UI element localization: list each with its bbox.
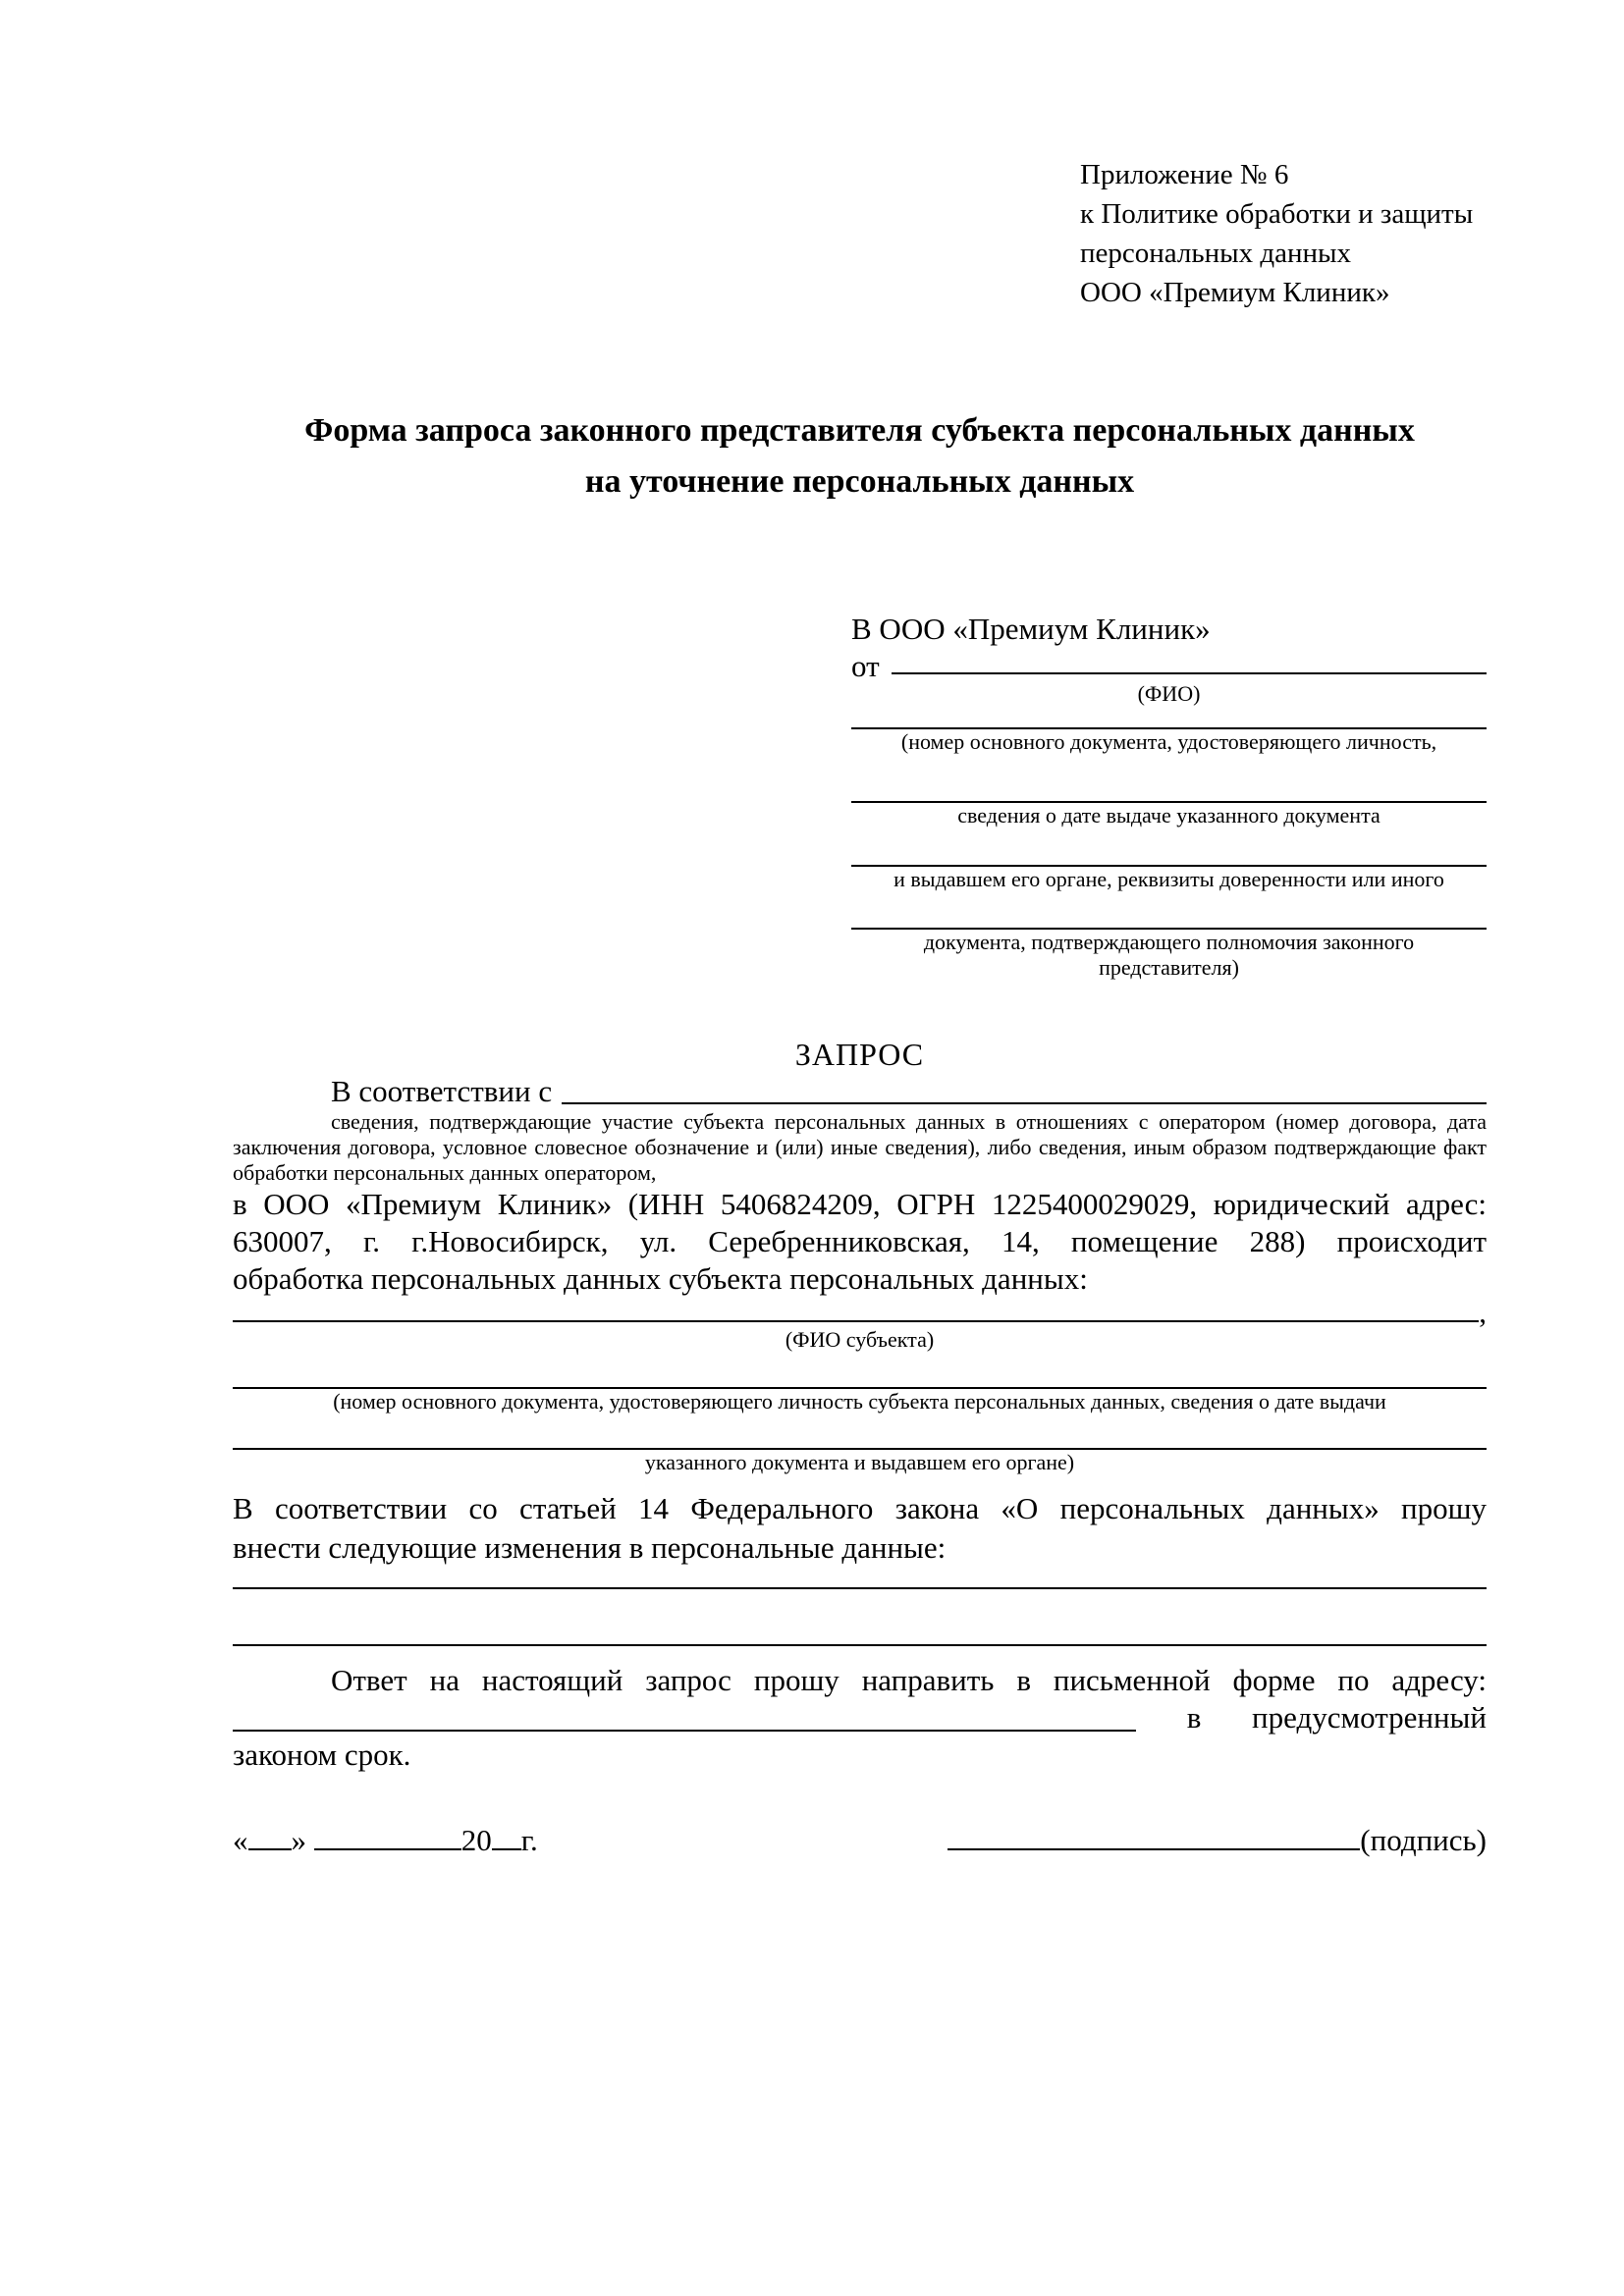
- response-line: Ответ на настоящий запрос прошу направить в письменной форме по адресу:: [331, 1663, 1487, 1697]
- basis-blank-line: [562, 1101, 1487, 1104]
- from-blank-line: [892, 671, 1487, 674]
- representative-doc-blank-line: [851, 707, 1487, 729]
- subject-fio-row: [233, 1295, 1487, 1329]
- law-paragraph-line: В соответствии со статьей 14 Федерального закона «О персональных данных» прошу: [233, 1491, 1487, 1525]
- representative-doc-caption: (номер основного документа, удостоверяющего личность,: [900, 729, 1437, 754]
- response-word: в: [1186, 1700, 1202, 1735]
- operator-paragraph-line: в ООО «Премиум Клиник» (ИНН 5406824209, ОГРН 1225400029029, юридический адрес:: [233, 1187, 1487, 1221]
- page-title-line: Форма запроса законного представителя субъекта персональных данных: [304, 412, 1415, 449]
- day-blank-line: [248, 1847, 292, 1850]
- appendix-line: ООО «Премиум Клиник»: [1080, 277, 1390, 308]
- representative-doc-caption: и выдавшем его органе, реквизиты доверенности или иного: [893, 867, 1444, 891]
- operator-paragraph-line: 630007, г. г.Новосибирск, ул. Серебренниковская, 14, помещение 288) происходит: [233, 1224, 1487, 1258]
- year-prefix: 20: [460, 1823, 492, 1857]
- signature-caption: (подпись): [1360, 1823, 1487, 1857]
- representative-doc-blank-line: [851, 755, 1487, 803]
- footnote-line: обработки персональных данных оператором,: [233, 1160, 657, 1185]
- page-title-line: на уточнение персональных данных: [584, 463, 1135, 500]
- month-blank-line: [314, 1847, 461, 1850]
- subject-doc-blank-line: [233, 1415, 1487, 1450]
- response-word: предусмотренный: [1252, 1700, 1487, 1735]
- law-paragraph-line: внести следующие изменения в персональные данные:: [233, 1530, 947, 1565]
- response-address-row: [233, 1699, 1487, 1736]
- signature-blank-line: [947, 1847, 1360, 1850]
- footnote-line: сведения, подтверждающие участие субъекта персональных данных в отношениях с оператором (номер договора, дата: [331, 1109, 1487, 1134]
- appendix-line: к Политике обработки и защиты: [1080, 198, 1474, 230]
- addressee-block: [851, 605, 1487, 981]
- document-content: [233, 155, 1487, 1860]
- response-paragraph: [233, 1662, 1487, 1774]
- subject-fio-blank-line: [233, 1319, 1479, 1322]
- changes-blank-line: [233, 1589, 1487, 1646]
- representative-doc-blank-line: [851, 828, 1487, 867]
- signature-group: [947, 1821, 1487, 1860]
- intro-label: В соответствии с: [331, 1074, 553, 1108]
- trailing-comma: ,: [1479, 1295, 1487, 1329]
- date-signature-row: [233, 1821, 1487, 1860]
- law-paragraph: [233, 1489, 1487, 1568]
- intro-row: [233, 1074, 1487, 1109]
- organization-name: В ООО «Премиум Клиник»: [851, 612, 1211, 646]
- request-heading: ЗАПРОС: [794, 1037, 925, 1072]
- representative-doc-caption: документа, подтверждающего полномочия законного представителя): [923, 930, 1415, 980]
- page-title: [233, 405, 1487, 507]
- appendix-block: [1080, 155, 1487, 312]
- from-label: от: [851, 649, 880, 683]
- year-blank-line: [492, 1847, 521, 1850]
- operator-paragraph: [233, 1186, 1487, 1298]
- footnote-block: [233, 1109, 1487, 1186]
- day-close-quote: »: [291, 1823, 306, 1857]
- subject-fio-caption: (ФИО субъекта): [785, 1327, 935, 1352]
- day-open-quote: «: [233, 1823, 248, 1857]
- appendix-line: персональных данных: [1080, 238, 1352, 269]
- representative-doc-blank-line: [851, 892, 1487, 930]
- representative-doc-caption: сведения о дате выдаче указанного документа: [957, 803, 1380, 828]
- appendix-line: Приложение № 6: [1080, 159, 1289, 190]
- date-group: [233, 1821, 538, 1860]
- subject-doc-caption: (номер основного документа, удостоверяющего личность субъекта персональных данных, сведения о дате выдачи: [333, 1389, 1386, 1414]
- changes-blank-line: [233, 1568, 1487, 1589]
- subject-doc-caption: указанного документа и выдавшем его органе): [644, 1450, 1075, 1474]
- from-row: [851, 649, 1487, 683]
- fio-caption: (ФИО): [1137, 681, 1201, 706]
- year-suffix: г.: [520, 1823, 538, 1857]
- address-blank-line: [233, 1729, 1136, 1732]
- subject-doc-blank-line: [233, 1353, 1487, 1389]
- response-line: законом срок.: [233, 1737, 411, 1772]
- operator-paragraph-line: обработка персональных данных субъекта персональных данных:: [233, 1261, 1088, 1296]
- footnote-line: заключения договора, условное словесное обозначение и (или) иные сведения), либо сведения, иным образом подтверждающие факт: [233, 1135, 1487, 1159]
